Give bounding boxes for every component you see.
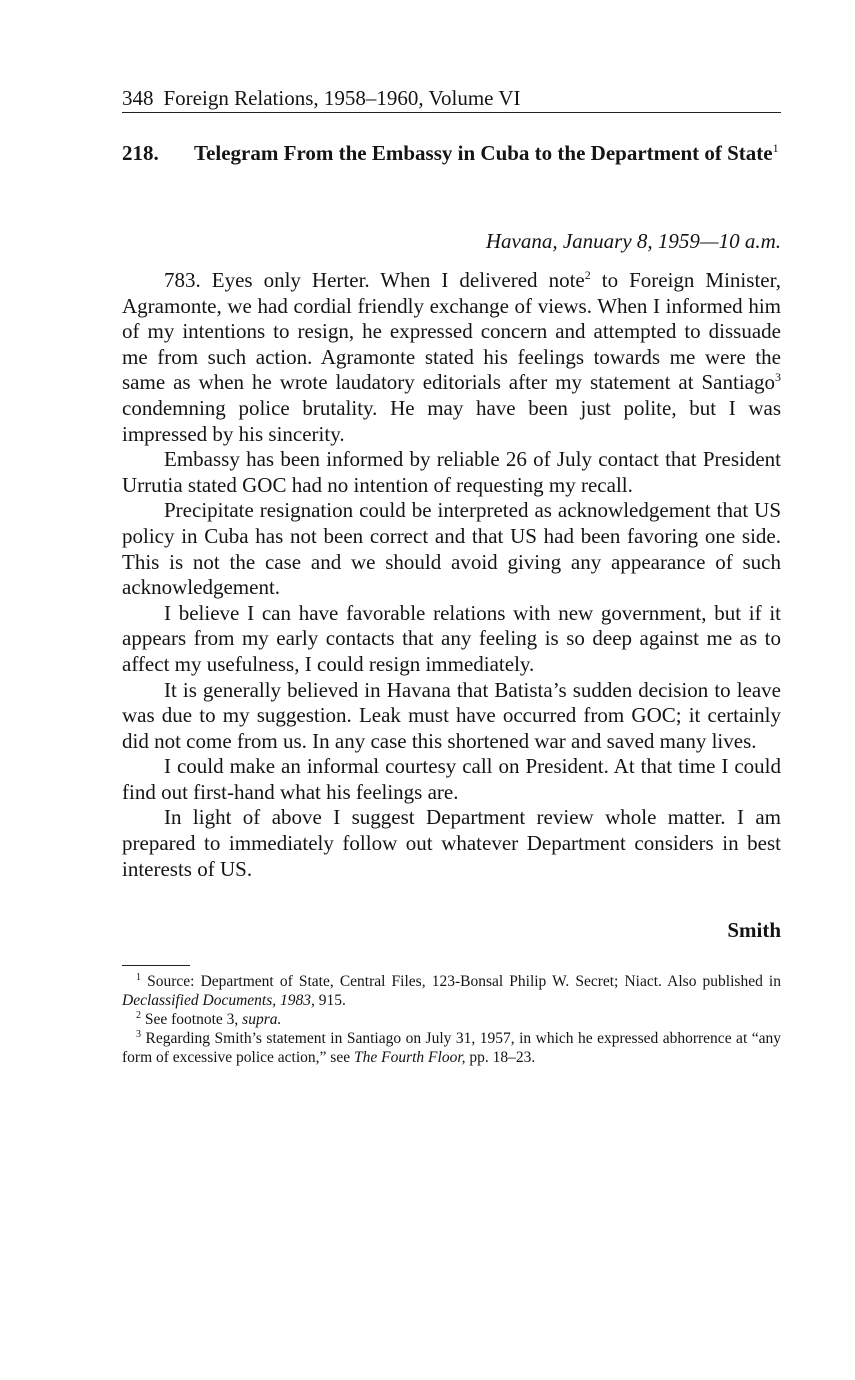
footnote-divider (122, 965, 190, 966)
paragraph-7: In light of above I suggest Department review whole matter. I am prepared to immediately follow out whatever Department considers in best interests of US. (122, 805, 781, 881)
footnotes (122, 972, 781, 1067)
paragraph-1-part-b: to Foreign Minister, Agramonte, we had cordial friendly exchange of views. When I informed him of my intentions to resign, he expressed concern and attempted to dissuade me from such action. Agramonte stated his feelings towards me were the same as when he wrote laudatory editorials after my statement at Santiago (122, 268, 781, 395)
document-title (194, 140, 781, 166)
document-heading (122, 140, 781, 166)
footnote-3-text-b: pp. 18–23. (465, 1049, 536, 1066)
footnote-ref-3[interactable]: 3 (775, 370, 781, 385)
footnote-2-italic: supra. (242, 1011, 282, 1028)
paragraph-1-part-a: 783. Eyes only Herter. When I delivered note (164, 268, 585, 292)
paragraph-1 (122, 268, 781, 447)
document-number: 218. (122, 141, 159, 165)
paragraph-2: Embassy has been informed by reliable 26 of July contact that President Urrutia stated GOC had no intention of requesting my recall. (122, 447, 781, 497)
paragraph-4: I believe I can have favorable relations with new government, but if it appears from my early contacts that any feeling is so deep against me as to affect my usefulness, I could resign immediately. (122, 600, 781, 676)
footnote-1-text-b: 915. (314, 992, 346, 1009)
footnote-1 (122, 972, 781, 1010)
paragraph-6: I could make an informal courtesy call on President. At that time I could find out first-hand what his feelings are. (122, 754, 781, 804)
page-number: 348 (122, 86, 154, 110)
signature: Smith (727, 918, 781, 942)
footnote-2-mark: 2 (136, 1009, 141, 1021)
footnote-2 (122, 1010, 781, 1029)
paragraph-5: It is generally believed in Havana that Batista’s sudden decision to leave was due to my suggestion. Leak must have occurred from GOC; it certainly did not come from us. In any case this shortened war and saved many lives. (122, 677, 781, 753)
footnote-1-mark: 1 (136, 971, 141, 983)
footnote-3 (122, 1029, 781, 1067)
paragraph-1-part-c: condemning police brutality. He may have been just polite, but I was impressed by his sincerity. (122, 395, 781, 446)
footnote-3-mark: 3 (136, 1028, 141, 1040)
footnote-3-text-a: Regarding Smith’s statement in Santiago on July 31, 1957, in which he expressed abhorrence at “any form of excessive police action,” see (122, 1030, 781, 1066)
dateline: Havana, January 8, 1959—10 a.m. (485, 229, 781, 253)
document-title-text: Telegram From the Embassy in Cuba to the Department of State (194, 141, 773, 165)
telegram-body (122, 268, 781, 882)
footnote-1-text-a: Source: Department of State, Central Files, 123-Bonsal Philip W. Secret; Niact. Also published in (141, 973, 781, 990)
footnote-ref-2[interactable]: 2 (584, 268, 591, 282)
running-head (122, 84, 781, 113)
footnote-2-text-a: See footnote 3, (141, 1011, 243, 1028)
footnote-ref-1[interactable]: 1 (772, 141, 779, 155)
footnote-1-italic: Declassified Documents, 1983, (122, 992, 315, 1009)
paragraph-3: Precipitate resignation could be interpreted as acknowledgement that US policy in Cuba has not been correct and that US had been favoring one side. This is not the case and we should avoid giving any appearance of such acknowledgement. (122, 498, 781, 600)
footnote-3-italic: The Fourth Floor, (353, 1049, 466, 1066)
publication-title: Foreign Relations, 1958–1960, Volume VI (163, 86, 521, 110)
